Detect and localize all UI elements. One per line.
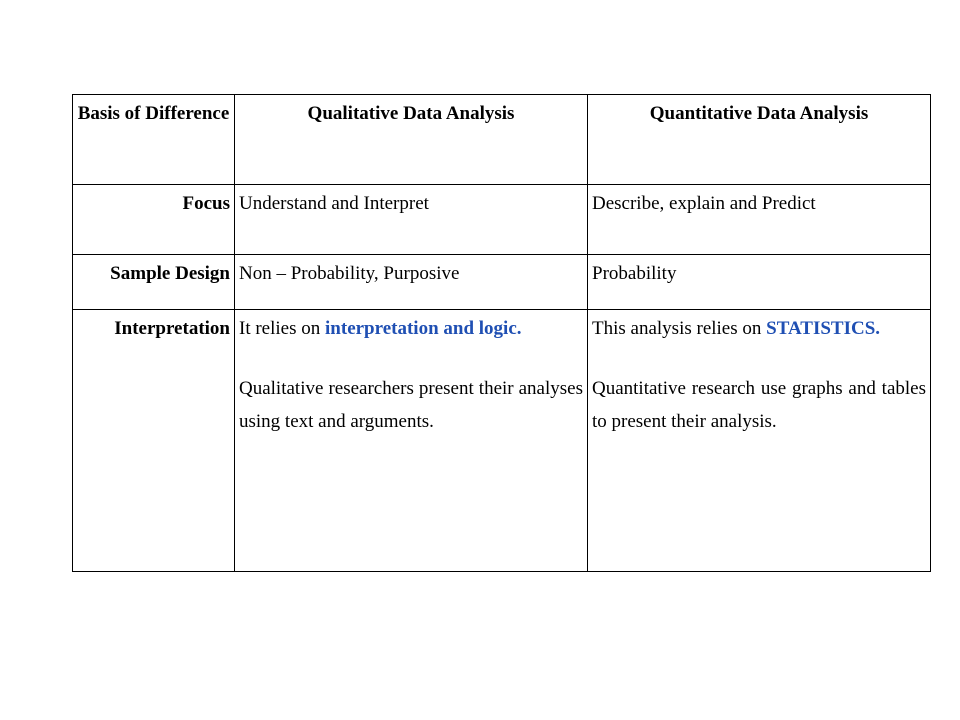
comparison-table — [72, 94, 931, 572]
cell-interpretation-quantitative — [588, 310, 931, 572]
row-label-sample-design — [73, 255, 235, 310]
highlighted-text: STATISTICS. — [766, 318, 881, 339]
header-qualitative — [235, 95, 588, 185]
header-quantitative — [588, 95, 931, 185]
table-row — [73, 255, 931, 310]
row-label-interpretation — [73, 310, 235, 572]
cell-interpretation-qualitative — [235, 310, 588, 572]
cell-text: Non – Probability, Purposive — [239, 263, 460, 284]
row-label-text: Interpretation — [114, 318, 230, 339]
cell-focus-qualitative — [235, 185, 588, 255]
cell-focus-quantitative — [588, 185, 931, 255]
cell-sample-qualitative — [235, 255, 588, 310]
row-label-text: Focus — [182, 193, 230, 214]
row-label-text: Sample Design — [110, 263, 230, 284]
paragraph: Quantitative research use graphs and tables to present their analysis. — [592, 378, 926, 432]
paragraph: Qualitative researchers present their analyses using text and arguments. — [239, 378, 583, 432]
header-qualitative-text: Qualitative Data Analysis — [307, 103, 515, 124]
header-quantitative-text: Quantitative Data Analysis — [649, 103, 869, 124]
cell-text: Describe, explain and Predict — [592, 193, 816, 214]
row-label-focus — [73, 185, 235, 255]
header-basis-of-difference — [73, 95, 235, 185]
paragraph — [239, 312, 583, 345]
cell-sample-quantitative — [588, 255, 931, 310]
highlighted-text: interpretation and logic. — [325, 318, 522, 339]
table-header-row — [73, 95, 931, 185]
table-row — [73, 310, 931, 572]
cell-text: Probability — [592, 263, 677, 284]
cell-text: Understand and Interpret — [239, 193, 429, 214]
header-basis-text: Basis of Difference — [77, 103, 230, 124]
text-prefix: This analysis relies on — [592, 318, 767, 339]
table-row — [73, 185, 931, 255]
paragraph — [592, 312, 926, 345]
text-prefix: It relies on — [239, 318, 326, 339]
